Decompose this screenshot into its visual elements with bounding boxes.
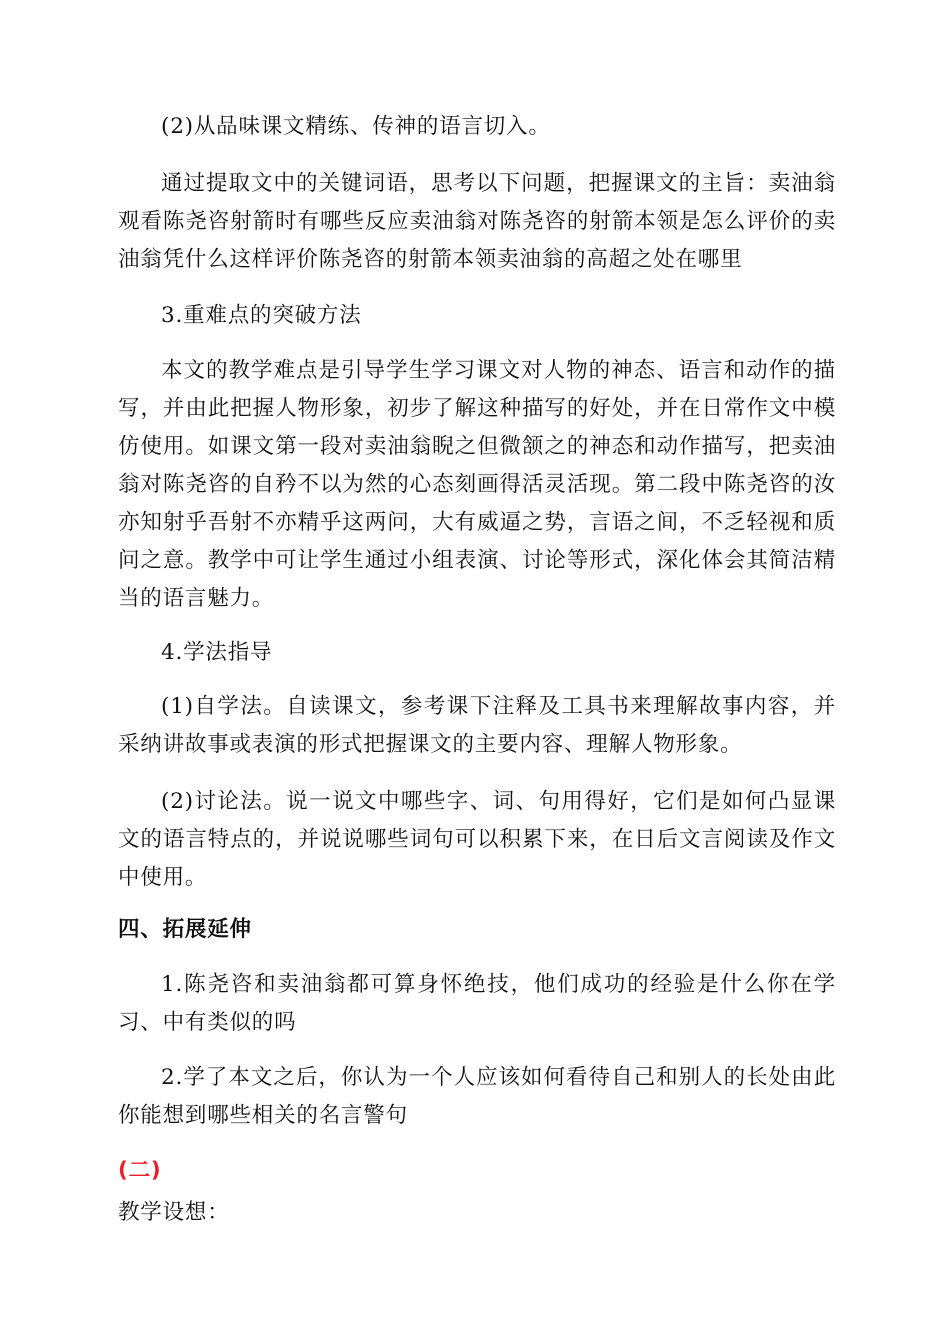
paragraph-teaching-concept: 教学设想： — [118, 1200, 230, 1225]
section-heading-extension: 四、拓展延伸 — [118, 917, 252, 942]
paragraph-key-difficulty-body: 本文的教学难点是引导学生学习课文对人物的神态、语言和动作的描写，并由此把握人物形象，初步了解这种描写的好处，并在日常作文中模仿使用。如课文第一段对卖油翁睨之但微颔之的神态和动作描写，把卖油翁对陈尧咨的自矜不以为然的心态刻画得活灵活现。第二段中陈尧咨的汝亦知射乎吾射不亦精乎这两问，大有威逼之势，言语之间，不乏轻视和质问之意。教学中可让学生通过小组表演、讨论等形式，深化体会其简洁精当的语言魅力。 — [118, 358, 836, 611]
paragraph-keyword-questions: 通过提取文中的关键词语，思考以下问题，把握课文的主旨：卖油翁观看陈尧咨射箭时有哪些反应卖油翁对陈尧咨的射箭本领是怎么评价的卖油翁凭什么这样评价陈尧咨的射箭本领卖油翁的高超之处在哪里 — [118, 171, 836, 272]
paragraph-discussion: (2)讨论法。说一说文中哪些字、词、句用得好，它们是如何凸显课文的语言特点的，并说说哪些词句可以积累下来，在日后文言阅读及作文中使用。 — [118, 789, 836, 890]
paragraph-study-method-heading: 4.学法指导 — [161, 640, 273, 665]
paragraph-extension-question-2: 2.学了本文之后，你认为一个人应该如何看待自己和别人的长处由此你能想到哪些相关的名言警句 — [118, 1065, 836, 1128]
paragraph-extension-question-1: 1.陈尧咨和卖油翁都可算身怀绝技，他们成功的经验是什么你在学习、中有类似的吗 — [118, 972, 836, 1035]
paragraph-self-study: (1)自学法。自读课文，参考课下注释及工具书来理解故事内容，并采纳讲故事或表演的形式把握课文的主要内容、理解人物形象。 — [118, 694, 836, 757]
paragraph-key-difficulty-heading: 3.重难点的突破方法 — [161, 303, 362, 328]
paragraph-language-entry: (2)从品味课文精练、传神的语言切入。 — [161, 114, 551, 139]
section-heading-part-two: (二) — [118, 1158, 162, 1183]
